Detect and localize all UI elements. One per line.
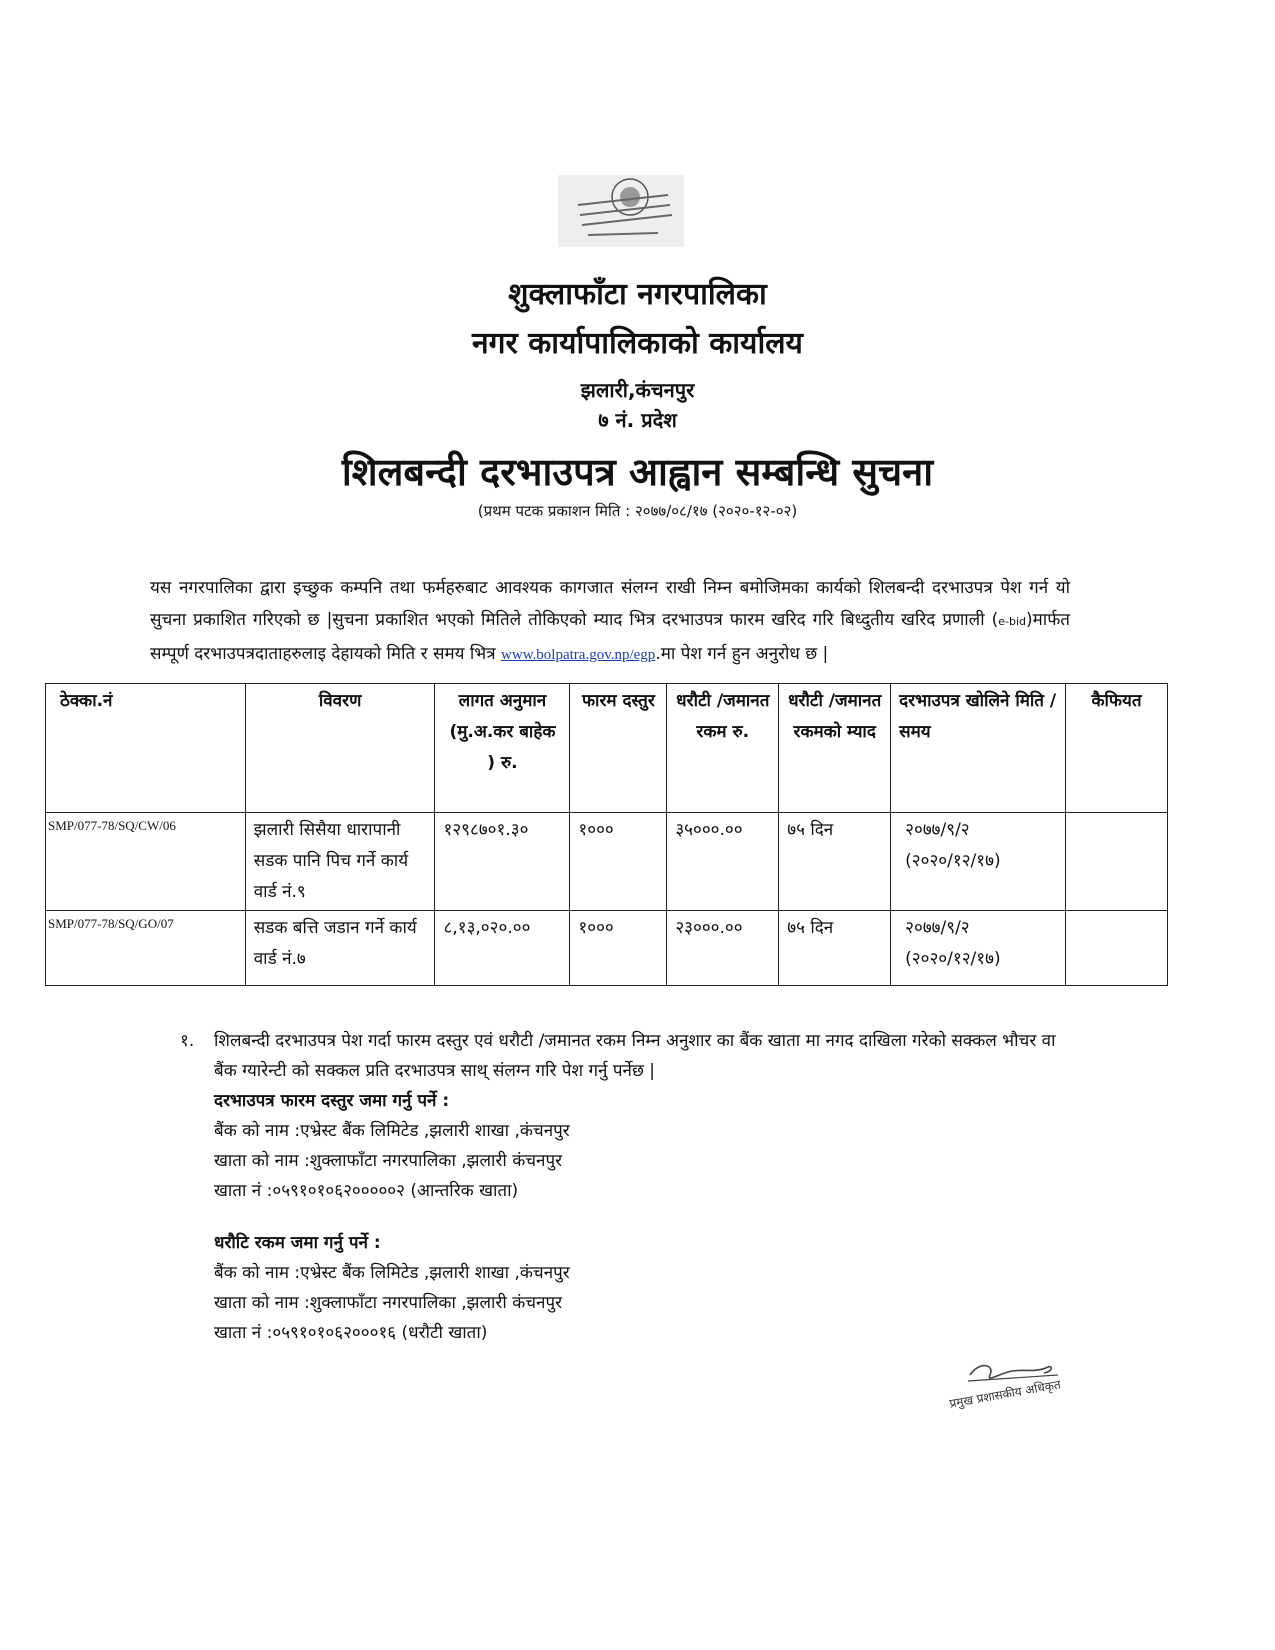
municipality-name: शुक्लाफाँटा नगरपालिका [508,277,767,312]
cell-contract-no: SMP/077-78/SQ/GO/07 [46,911,246,986]
table-row [46,813,1168,911]
document-header [0,276,1275,522]
cell-opening-date [891,911,1066,986]
header-remarks: कैफियत [1066,684,1168,813]
header-deposit-validity: धरौटी /जमानत रकमको म्याद [779,684,891,813]
opening-date-ad: (२०२०/१२/१७) [905,851,1001,871]
tender-table [45,683,1168,986]
note-number: १. [180,1031,195,1051]
intro-text-3: .मा पेश गर्न हुन अनुरोध छ | [655,644,829,664]
table-row [46,911,1168,986]
opening-date-ad: (२०२०/१२/१७) [905,949,1001,969]
deposit-account-no: खाता नं :०५९१०१०६२०००१६ (धरौटी खाता) [214,1323,488,1343]
header-cost-estimate: लागत अनुमान (मु.अ.कर बाहेक ) रु. [435,684,570,813]
intro-text-2: )मार्फत सम्पूर्ण दरभाउपत्रदाताहरुलाइ देहायको मिति र समय भित्र [150,610,1070,664]
publication-date: (प्रथम पटक प्रकाशन मिति : २०७७/०८/१७ (२०२०-१२-०२) [477,502,798,520]
header-form-fee: फारम दस्तुर [570,684,667,813]
deposit-account-block [214,1228,1070,1348]
cell-form-fee: १००० [570,911,667,986]
cell-validity: ७५ दिन [779,813,891,911]
bolpatra-link[interactable]: www.bolpatra.gov.np/egp [501,647,656,663]
cell-opening-date [891,813,1066,911]
cell-form-fee: १००० [570,813,667,911]
form-fee-account-no: खाता नं :०५९१०१०६२०००००२ (आन्तरिक खाता) [214,1181,519,1201]
instructions [180,1026,1070,1348]
form-fee-account-name: खाता को नाम :शुक्लाफाँटा नगरपालिका ,झलारी कंचनपुर [214,1151,563,1171]
office-name: नगर कार्यापालिकाको कार्यालय [472,326,803,361]
notice-title: शिलबन्दी दरभाउपत्र आह्वान सम्बन्धि सुचना [341,450,934,494]
cell-remarks [1066,813,1168,911]
deposit-bank: बैंक को नाम :एभ्रेस्ट बैंक लिमिटेड ,झलारी शाखा ,कंचनपुर [214,1263,570,1283]
deposit-heading: धरौटि रकम जमा गर्नु पर्ने : [214,1233,381,1253]
cell-remarks [1066,911,1168,986]
form-fee-bank: बैंक को नाम :एभ्रेस्ट बैंक लिमिटेड ,झलारी शाखा ,कंचनपुर [214,1121,570,1141]
province: ७ नं. प्रदेश [598,408,677,432]
cell-description: झलारी सिसैया धारापानी सडक पानि पिच गर्ने कार्य वार्ड नं.९ [245,813,435,911]
office-seal [558,175,684,247]
signatory-designation: प्रमुख प्रशासकीय अधिकृत [948,1377,1062,1411]
cell-estimate: १२९८७०१.३० [435,813,570,911]
note-text: शिलबन्दी दरभाउपत्र पेश गर्दा फारम दस्तुर एवं धरौटी /जमानत रकम निम्न अनुशार का बैंक खाता मा नगद दाखिला गरेको सक्कल भौचर वा बैंक ग्यारेन्टी को सक्कल प्रति दरभाउपत्र साथ् संलग्न गरि पेश गर्नु पर्नेछ | [214,1031,1056,1081]
header-contract-no: ठेक्का.नं [46,684,246,813]
cell-contract-no: SMP/077-78/SQ/CW/06 [46,813,246,911]
ebid-label: e-bid [998,615,1026,628]
deposit-account-name: खाता को नाम :शुक्लाफाँटा नगरपालिका ,झलारी कंचनपुर [214,1293,563,1313]
intro-paragraph [150,572,1070,671]
cell-estimate: ८,१३,०२०.०० [435,911,570,986]
cell-description: सडक बत्ति जडान गर्ने कार्य वार्ड नं.७ [245,911,435,986]
table-header-row [46,684,1168,813]
cell-deposit: ३५०००.०० [667,813,779,911]
form-fee-heading: दरभाउपत्र फारम दस्तुर जमा गर्नु पर्ने : [214,1091,450,1111]
header-description: विवरण [245,684,435,813]
header-deposit: धरौटी /जमानत रकम रु. [667,684,779,813]
form-fee-account-block [214,1086,1070,1206]
office-location: झलारी,कंचनपुर [580,378,695,402]
intro-text-1: यस नगरपालिका द्वारा इच्छुक कम्पनि तथा फर्महरुबाट आवश्यक कागजात संलग्न राखी निम्न बमोजिमका कार्यको शिलबन्दी दरभाउपत्र पेश गर्न यो सुचना प्रकाशित गरिएको छ |सुचना प्रकाशित भएको मितिले तोकिएको म्याद भित्र दरभाउपत्र फारम खरिद गरि बिध्दुतीय खरिद प्रणाली ( [150,578,1070,630]
cell-deposit: २३०००.०० [667,911,779,986]
opening-date-bs: २०७७/९/२ [905,820,970,840]
cell-validity: ७५ दिन [779,911,891,986]
opening-date-bs: २०७७/९/२ [905,918,970,938]
header-opening-date: दरभाउपत्र खोलिने मिति /समय [891,684,1066,813]
